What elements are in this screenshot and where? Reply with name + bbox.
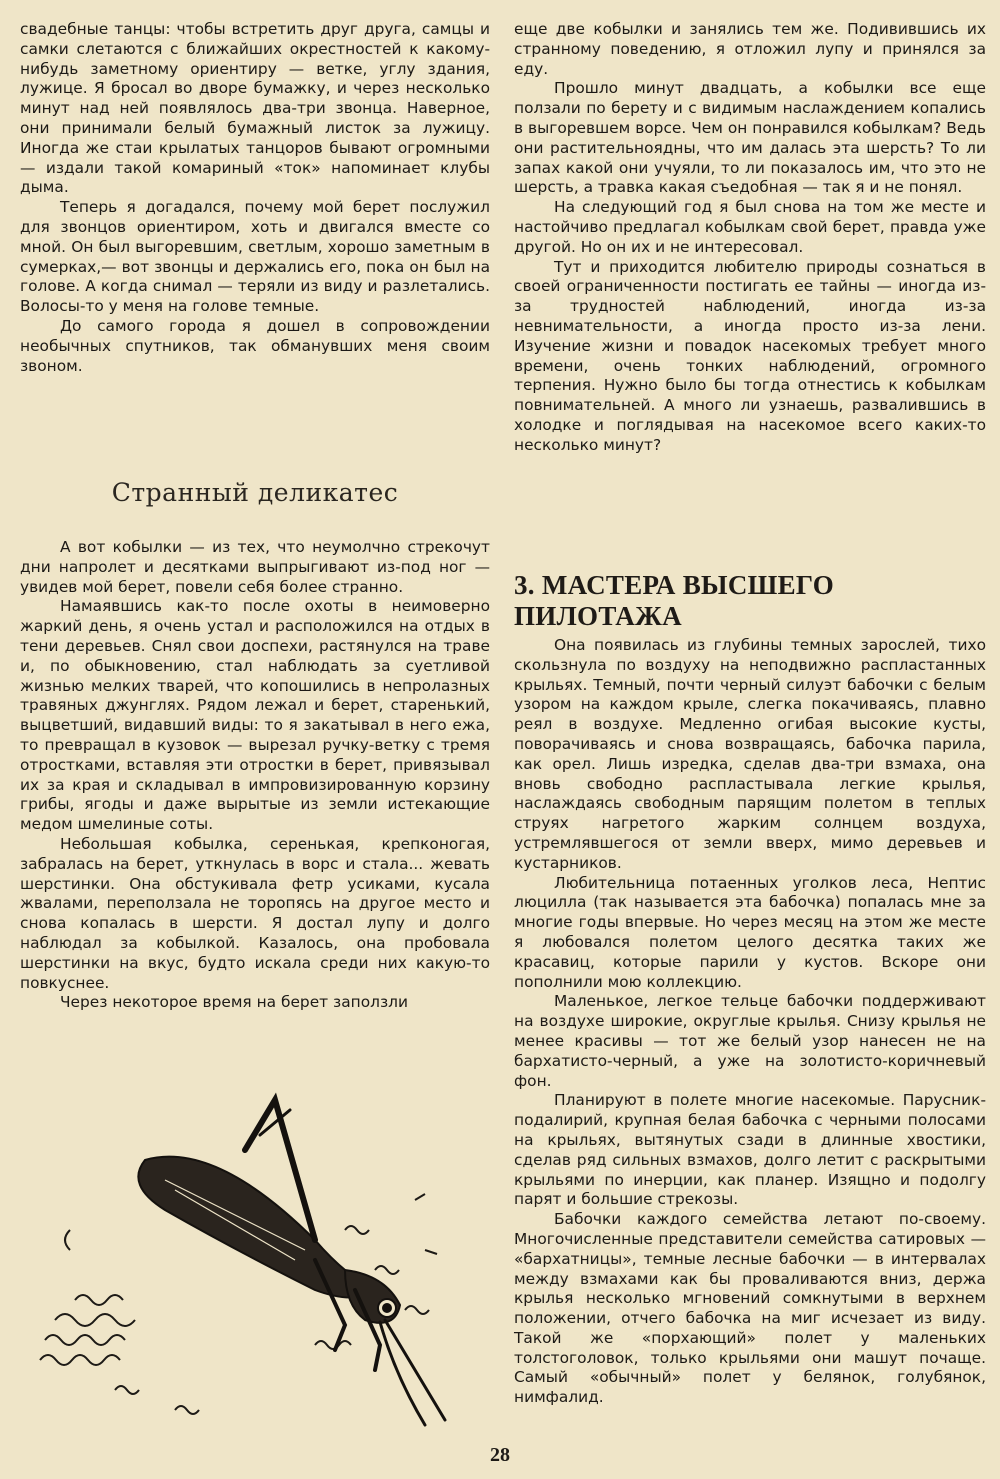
paragraph: Небольшая кобылка, серенькая, крепконогая, забралась на берет, уткнулась в ворс и стала... жевать шерстинки. Она обстукивала фетр усиками, кусала жвалами, переползала не торопясь на другое место и снова копалась в шерсти. Я достал лупу и долго наблюдал за кобылкой. Казалось, она пробовала шерстинки на вкус, будто искала среди них какую-то повкуснее. (20, 834, 490, 992)
paragraph: еще две кобылки и занялись тем же. Подивившись их странному поведению, я отложил лупу и принялся за еду. (514, 20, 986, 78)
paragraph: Через некоторое время на берет заползли (60, 993, 408, 1012)
right-column-top (514, 20, 986, 456)
paragraph: Маленькое, легкое тельце бабочки поддерживают на воздухе широкие, округлые крылья. Снизу крылья не менее красивы — тот же белый узор нанесен не на бархатисто-черный, а уже на золотисто-коричневый фон. (514, 992, 986, 1090)
grasshopper-on-beret-icon (15, 1090, 505, 1430)
right-column-chapter (514, 636, 986, 1408)
paragraph: До самого города я дошел в сопровождении необычных спутников, так обманувших меня своим звоном. (20, 316, 490, 375)
paragraph: Прошло минут двадцать, а кобылки все еще ползали по берету и с видимым наслаждением копались в выгоревшем ворсе. Чем он понравился кобылкам? Ведь они растительноядны, что им далась эта шерсть? То ли запах какой они учуяли, то ли показалось им, что это не шерсть, а травка какая съедобная — так я и не понял. (514, 79, 986, 197)
paragraph: Бабочки каждого семейства летают по-своему. Многочисленные представители семейства сатировых — «бархатницы», темные лесные бабочки — в интервалах между взмахами как бы проваливаются вниз, держа крылья несколько мгновений сомкнутыми в верхнем положении, отчего бабочка на миг исчезает из виду. Такой же «порхающий» полет у маленьких толстоголовок, только крыльями они машут почаще. Самый «обычный» полет у белянок, голубянок, нимфалид. (514, 1210, 986, 1407)
paragraph: свадебные танцы: чтобы встретить друг друга, самцы и самки слетаются с ближайших окрестностей к какому-нибудь заметному ориентиру — ветке, углу здания, лужице. Я бросал во дворе бумажку, и через несколько минут над ней появлялось два-три звонца. Наверное, они принимали белый бумажный листок за лужицу. Иногда же стаи крылатых танцоров бывают огромными — издали такой комариный «ток» напоминает клубы дыма. (20, 20, 490, 197)
paragraph: На следующий год я был снова на том же месте и настойчиво предлагал кобылкам свой берет, правда уже другой. Но он их и не интересовал. (514, 198, 986, 256)
paragraph: Планируют в полете многие насекомые. Парусник-подалирий, крупная белая бабочка с черными полосами на крыльях, вытянутых сзади в длинные хвостики, сделав ряд сильных взмахов, долго летит с раскрытыми крыльями по инерции, как планер. Изящно и подолгу парят и большие стрекозы. (514, 1091, 986, 1209)
paragraph: Она появилась из глубины темных зарослей, тихо скользнула по воздуху на неподвижно распластанных крыльях. Темный, почти черный силуэт бабочки с белым узором на каждом крыле, слегка покачиваясь, плавно реял в воздухе. Медленно огибая высокие кусты, поворачиваясь и снова возвращаясь, бабочка парила, как орел. Лишь изредка, сделав два-три взмаха, она вновь свободно распластывала легкие крылья, наслаждаясь свободным парящим полетом в теплых струях нагретого жарким солнцем воздуха, устремлявшегося от земли вверх, мимо деревьев и кустарников. (514, 636, 986, 872)
paragraph: А вот кобылки — из тех, что неумолчно стрекочут дни напролет и десятками выпрыгивают из-под ног — увидев мой берет, повели себя более странно. (20, 538, 490, 596)
paragraph: Намаявшись как-то после охоты в неимоверно жаркий день, я очень устал и расположился на отдых в тени деревьев. Снял свои доспехи, растянулся на траве и, по обыкновению, стал наблюдать за суетливой жизнью мелких тварей, что копошились в непролазных травяных джунглях. Рядом лежал и берет, старенький, выцветший, видавший виды: то я закатывал в него ежа, то превращал в кузовок — вырезал ручку-ветку с тремя отростками, вставляя эти отростки в берет, привязывал их за края и складывал в импровизированную корзину грибы, ягоды и даже вырытые из земли истекающие медом шмелиные соты. (20, 597, 490, 834)
paragraph: Теперь я догадался, почему мой берет послужил для звонцов ориентиром, хоть и двигался вместе со мной. Он был выгоревшим, светлым, хорошо заметным в сумерках,— вот звонцы и держались его, пока он был на голове. А когда снимал — теряли из виду и разлетались. Волосы-то у меня на голове темные. (20, 198, 490, 316)
left-column-section (20, 538, 490, 1013)
paragraph: Любительница потаенных уголков леса, Нептис люцилла (так называется эта бабочка) попалась мне за многие годы впервые. Но через месяц на этом же месте я любовался полетом целого десятка таких же красавиц, которые парили у кустов. Вскоре они пополнили мою коллекцию. (514, 873, 986, 991)
section-title: Странный деликатес (111, 478, 399, 507)
page-number: 28 (490, 1444, 510, 1466)
left-column-top (20, 20, 490, 376)
chapter-title: 3. МАСТЕРА ВЫСШЕГО ПИЛОТАЖА (514, 570, 835, 631)
paragraph: Тут и приходится любителю природы сознаться в своей ограниченности постигать ее тайны — иногда из-за трудностей наблюдений, иногда из-за невнимательности, а иногда просто из-за лени. Изучение жизни и повадок насекомых требует много времени, очень тонких наблюдений, огромного терпения. Нужно было бы тогда отнестись к кобылкам повнимательней. А много ли узнаешь, развалившись в холодке и поглядывая на насекомое всего каких-то несколько минут? (514, 257, 986, 454)
